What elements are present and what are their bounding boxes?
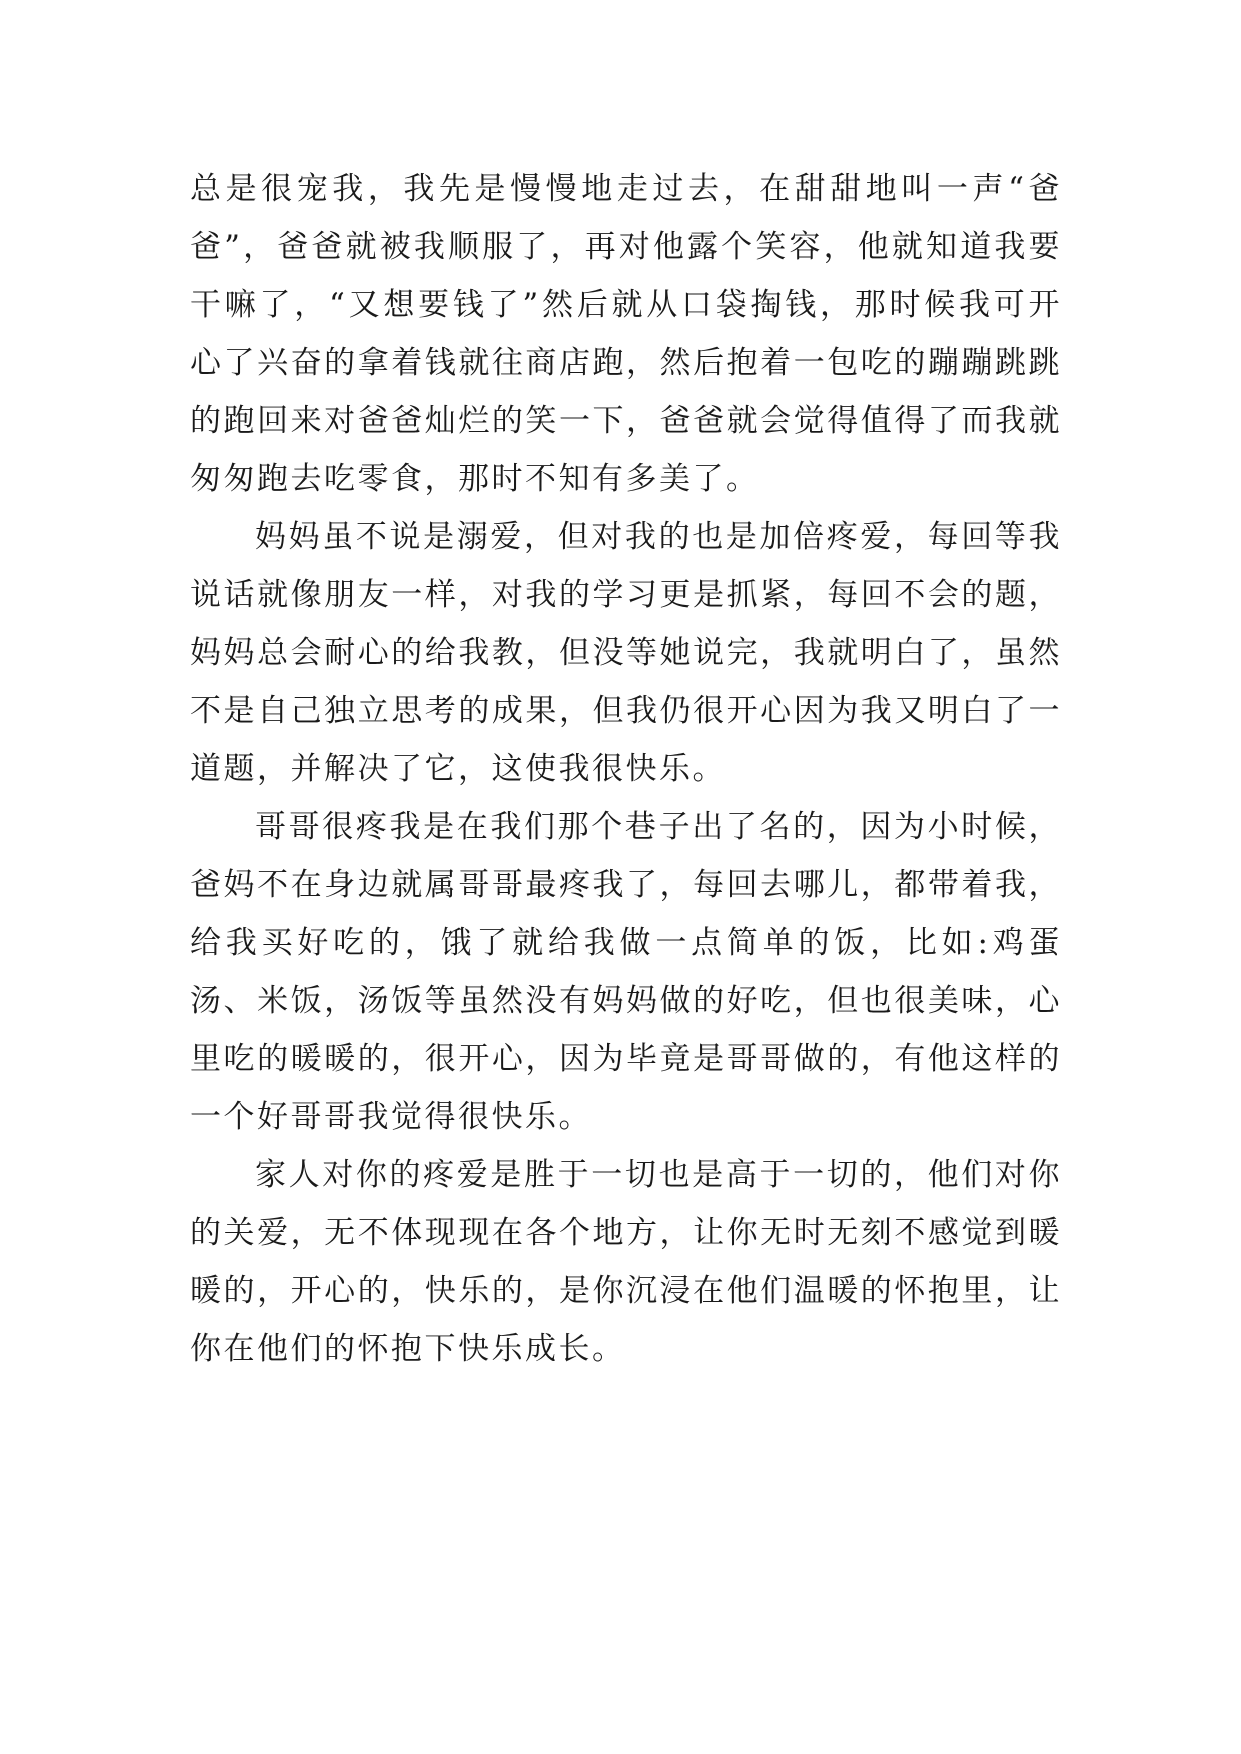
paragraph-mother: 妈妈虽不说是溺爱，但对我的也是加倍疼爱，每回等我说话就像朋友一样，对我的学习更是抓紧，每回不会的题，妈妈总会耐心的给我教，但没等她说完，我就明白了，虽然不是自己独立思考的成果，但我仍很开心因为我又明白了一道题，并解决了它，这使我很快乐。 (190, 519, 1062, 787)
paragraph-continuation: 总是很宠我，我先是慢慢地走过去，在甜甜地叫一声“爸爸”，爸爸就被我顺服了，再对他露个笑容，他就知道我要干嘛了，“又想要钱了”然后就从口袋掏钱，那时候我可开心了兴奋的拿着钱就往商店跑，然后抱着一包吃的蹦蹦跳跳的跑回来对爸爸灿烂的笑一下，爸爸就会觉得值得了而我就匆匆跑去吃零食，那时不知有多美了。 (190, 171, 1062, 497)
paragraph-conclusion: 家人对你的疼爱是胜于一切也是高于一切的，他们对你的关爱，无不体现现在各个地方，让你无时无刻不感觉到暖暖的，开心的，快乐的，是你沉浸在他们温暖的怀抱里，让你在他们的怀抱下快乐成长。 (190, 1157, 1062, 1367)
essay-body (190, 160, 1062, 1378)
paragraph-brother: 哥哥很疼我是在我们那个巷子出了名的，因为小时候，爸妈不在身边就属哥哥最疼我了，每回去哪儿，都带着我，给我买好吃的，饿了就给我做一点简单的饭，比如:鸡蛋汤、米饭，汤饭等虽然没有妈妈做的好吃，但也很美味，心里吃的暖暖的，很开心，因为毕竟是哥哥做的，有他这样的一个好哥哥我觉得很快乐。 (190, 809, 1062, 1135)
